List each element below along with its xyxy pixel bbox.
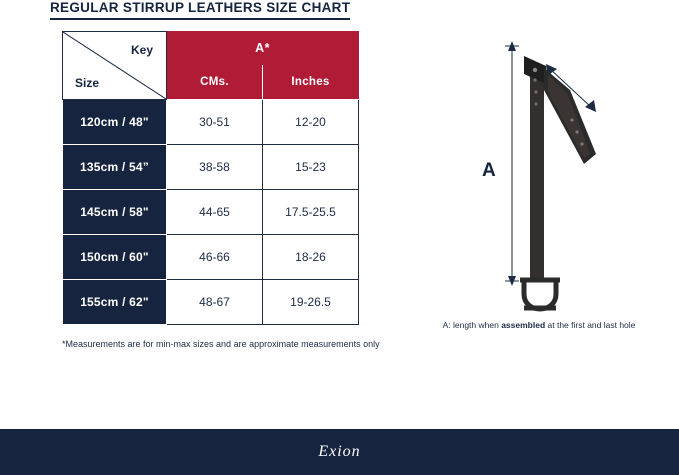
table-row [63, 235, 359, 280]
table-row [63, 280, 359, 325]
row-inches-value: 12-20 [263, 100, 359, 145]
leather-strap-shape [524, 56, 546, 278]
row-cms-value: 30-51 [167, 100, 263, 145]
page-title: REGULAR STIRRUP LEATHERS SIZE CHART [50, 0, 350, 20]
folded-strap-shape [544, 68, 596, 164]
caption-bold: assembled [501, 320, 546, 330]
measurements-footnote: *Measurements are for min-max sizes and are approximate measurements only [62, 339, 380, 349]
dimension-arrow-icon [505, 41, 519, 286]
diagram-caption [408, 320, 670, 330]
size-chart-table [62, 31, 359, 325]
table-row [63, 100, 359, 145]
group-header-a: A* [167, 32, 359, 65]
stirrup-leather-diagram [420, 28, 660, 318]
dimension-label-a: A [482, 160, 496, 181]
row-size-label: 145cm / 58" [63, 190, 167, 235]
table-row [63, 190, 359, 235]
corner-key-label: Key [130, 43, 153, 57]
corner-size-label: Size [75, 76, 100, 90]
footer-bar [0, 429, 679, 475]
caption-prefix: A: length when [442, 320, 502, 330]
table-row [63, 145, 359, 190]
size-chart-table-wrapper [62, 31, 359, 325]
stirrup-leather-illustration [420, 28, 660, 318]
row-size-label: 155cm / 62" [63, 280, 167, 325]
row-size-label: 135cm / 54” [63, 145, 167, 190]
caption-suffix: at the first and last hole [545, 320, 636, 330]
table-corner-cell [63, 32, 167, 100]
row-size-label: 120cm / 48" [63, 100, 167, 145]
subheader-inches: Inches [263, 65, 359, 100]
table-header-row [63, 32, 359, 65]
row-cms-value: 38-58 [167, 145, 263, 190]
row-cms-value: 48-67 [167, 280, 263, 325]
row-cms-value: 46-66 [167, 235, 263, 280]
brand-logo: Exion [318, 443, 361, 460]
stirrup-iron-shape [520, 280, 560, 309]
row-inches-value: 19-26.5 [263, 280, 359, 325]
row-inches-value: 17.5-25.5 [263, 190, 359, 235]
row-inches-value: 18-26 [263, 235, 359, 280]
row-inches-value: 15-23 [263, 145, 359, 190]
subheader-cms: CMs. [167, 65, 263, 100]
row-size-label: 150cm / 60" [63, 235, 167, 280]
row-cms-value: 44-65 [167, 190, 263, 235]
